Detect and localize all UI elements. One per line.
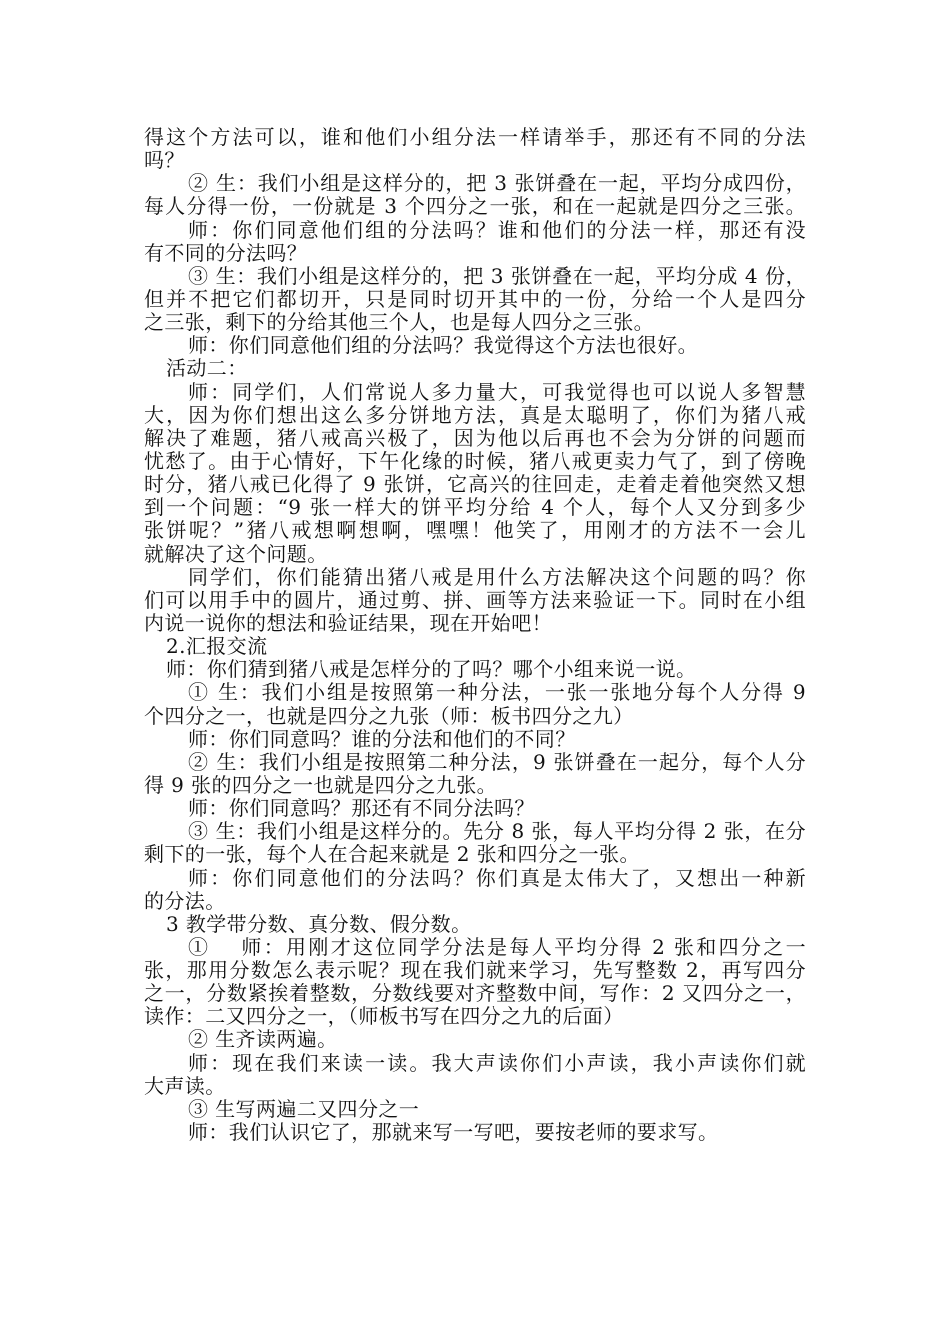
text-line: 之一，分数紧挨着整数，分数线要对齐整数中间，写作：2 又四分之一， [144,981,806,1006]
text-line: ① 生：我们小组是按照第一种分法，一张一张地分每个人分得 9 [188,680,806,705]
section-heading: 2.汇报交流 [166,634,268,659]
text-line: ③ 生：我们小组是这样分的。先分 8 张，每人平均分得 2 张，在分 [188,819,806,844]
text-line: 大声读。 [144,1073,226,1098]
text-line: 师：现在我们来读一读。我大声读你们小声读，我小声读你们就 [188,1050,806,1075]
text-line: 读作：二又四分之一，（师板书写在四分之九的后面） [144,1004,624,1029]
text-line: 师：同学们，人们常说人多力量大，可我觉得也可以说人多智慧 [188,379,806,404]
text-line: ① 师：用刚才这位同学分法是每人平均分得 2 张和四分之一 [188,934,806,959]
text-line: 解决了难题，猪八戒高兴极了，因为他以后再也不会为分饼的问题而 [144,425,806,450]
text-line: ③ 生写两遍二又四分之一 [188,1096,420,1121]
text-line: 师：你们同意吗？那还有不同分法吗？ [188,796,535,821]
text-line: 师：你们猜到猪八戒是怎样分的了吗？哪个小组来说一说。 [166,657,697,682]
section-heading: 活动二： [166,356,248,381]
text-line: 时分，猪八戒已化得了 9 张饼，它高兴的往回走，走着走着他突然又想 [144,472,806,497]
text-line: 但并不把它们都切开，只是同时切开其中的一份，分给一个人是四分 [144,286,806,311]
text-line: 就解决了这个问题。 [144,541,328,566]
text-line: 们可以用手中的圆片，通过剪、拼、画等方法来验证一下。同时在小组 [144,587,806,612]
text-line: ③ 生：我们小组是这样分的，把 3 张饼叠在一起，平均分成 4 份， [188,263,806,288]
text-line: 内说一说你的想法和验证结果，现在开始吧！ [144,610,552,635]
text-line: 师：你们同意他们组的分法吗？我觉得这个方法也很好。 [188,333,698,358]
text-line: 师：我们认识它了，那就来写一写吧，要按老师的要求写。 [188,1120,719,1145]
text-line: ② 生：我们小组是按照第二种分法，9 张饼叠在一起分，每个人分 [188,749,806,774]
text-line: ② 生齐读两遍。 [188,1027,338,1052]
document-page [144,126,806,1144]
text-line: 得 9 张的四分之一也就是四分之九张。 [144,772,498,797]
text-line: 大，因为你们想出这么多分饼地方法，真是太聪明了，你们为猪八戒 [144,402,806,427]
text-line: 张，那用分数怎么表示呢？现在我们就来学习，先写整数 2，再写四分 [144,958,806,983]
text-line: 每人分得一份，一份就是 3 个四分之一张，和在一起就是四分之三张。 [144,194,806,219]
text-line: 得这个方法可以，谁和他们小组分法一样请举手，那还有不同的分法 [144,125,806,149]
text-line: 吗？ [144,148,185,173]
text-line: 剩下的一张，每个人在合起来就是 2 张和四分之一张。 [144,842,640,867]
text-line: 有不同的分法吗？ [144,240,308,265]
text-line: 同学们，你们能猜出猪八戒是用什么方法解决这个问题的吗？你 [188,564,806,589]
section-heading: 3 教学带分数、真分数、假分数。 [166,911,472,936]
text-line: ② 生：我们小组是这样分的，把 3 张饼叠在一起，平均分成四份， [188,171,806,196]
text-line: 师：你们同意他们的分法吗？你们真是太伟大了，又想出一种新 [188,865,806,890]
text-line: 师：你们同意他们组的分法吗？谁和他们的分法一样，那还有没 [188,217,806,242]
text-line: 之三张，剩下的分给其他三个人，也是每人四分之三张。 [144,310,654,335]
text-line: 师：你们同意吗？谁的分法和他们的不同？ [188,726,576,751]
text-line: 到一个问题：“9 张一样大的饼平均分给 4 个人，每个人又分到多少 [144,495,806,520]
text-line: 个四分之一，也就是四分之九张（师：板书四分之九） [144,703,634,728]
text-line: 忧愁了。由于心情好，下午化缘的时候，猪八戒更卖力气了，到了傍晚 [144,448,806,473]
text-line: 张饼呢？”猪八戒想啊想啊，嘿嘿！他笑了，用刚才的方法不一会儿 [144,518,806,543]
text-line: 的分法。 [144,888,226,913]
